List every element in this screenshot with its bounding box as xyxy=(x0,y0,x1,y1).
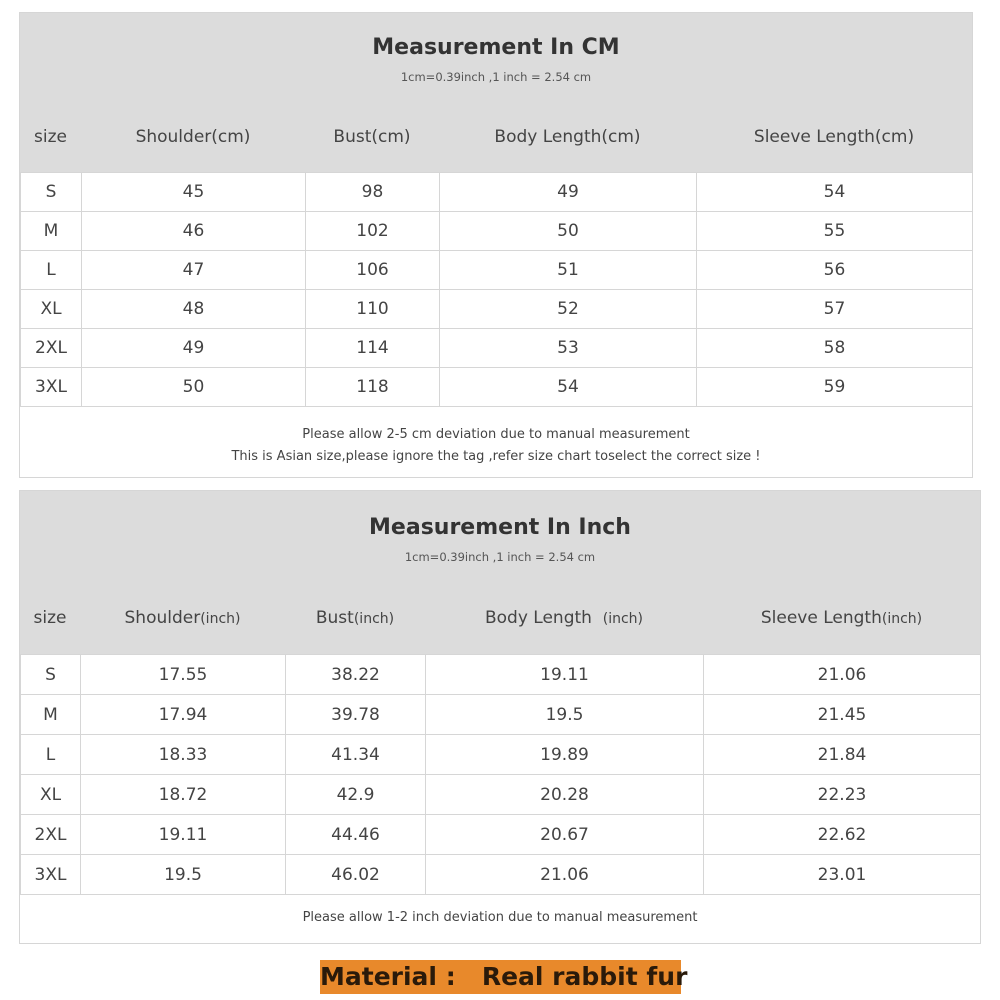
cm-cell-size: L xyxy=(21,251,82,290)
inch-cell-body-length: 21.06 xyxy=(426,855,704,895)
cm-cell-sleeve-length: 54 xyxy=(697,173,973,212)
inch-cell-size: XL xyxy=(21,775,81,815)
inch-header-body-length-label: Body Length xyxy=(484,608,592,628)
cm-cell-size: S xyxy=(21,173,82,212)
inch-cell-bust: 39.78 xyxy=(286,695,426,735)
inch-header-sleeve-length xyxy=(703,608,980,628)
inch-header-shoulder-label: Shoulder xyxy=(124,608,201,628)
cm-header-body-length: Body Length(cm) xyxy=(494,127,641,147)
inch-cell-size: 2XL xyxy=(21,815,81,855)
inch-cell-body-length: 19.89 xyxy=(426,735,704,775)
inch-cell-bust: 46.02 xyxy=(286,855,426,895)
cm-cell-shoulder: 45 xyxy=(82,173,306,212)
cm-cell-size: 3XL xyxy=(21,368,82,407)
table-row xyxy=(21,775,981,815)
cm-cell-body-length: 53 xyxy=(440,329,697,368)
cm-cell-body-length: 54 xyxy=(440,368,697,407)
cm-cell-body-length: 50 xyxy=(440,212,697,251)
cm-cell-bust: 98 xyxy=(306,173,440,212)
material-banner xyxy=(320,960,688,994)
cm-cell-bust: 114 xyxy=(306,329,440,368)
inch-cell-shoulder: 18.33 xyxy=(81,735,286,775)
inch-cell-sleeve-length: 21.45 xyxy=(704,695,981,735)
cm-header-bust: Bust(cm) xyxy=(333,127,411,147)
cm-cell-sleeve-length: 59 xyxy=(697,368,973,407)
inch-header-size: size xyxy=(33,608,67,628)
table-row xyxy=(21,251,973,290)
inch-cell-shoulder: 19.5 xyxy=(81,855,286,895)
inch-cell-body-length: 20.28 xyxy=(426,775,704,815)
table-row xyxy=(21,695,981,735)
cm-cell-sleeve-length: 55 xyxy=(697,212,973,251)
table-row xyxy=(21,855,981,895)
cm-header-size: size xyxy=(34,127,67,147)
inch-cell-body-length: 19.5 xyxy=(426,695,704,735)
cm-header-sleeve-length: Sleeve Length(cm) xyxy=(753,127,915,147)
inch-cell-sleeve-length: 22.62 xyxy=(704,815,981,855)
cm-cell-sleeve-length: 58 xyxy=(697,329,973,368)
cm-title: Measurement In CM xyxy=(372,35,620,60)
inch-cell-sleeve-length: 21.84 xyxy=(704,735,981,775)
inch-cell-size: 3XL xyxy=(21,855,81,895)
size-chart-inch xyxy=(19,490,981,944)
table-row xyxy=(21,815,981,855)
inch-header-bust-unit: (inch) xyxy=(353,611,395,627)
inch-deviation-note: Please allow 1-2 inch deviation due to manual measurement xyxy=(302,910,698,925)
inch-cell-shoulder: 19.11 xyxy=(81,815,286,855)
cm-cell-bust: 110 xyxy=(306,290,440,329)
inch-cell-bust: 44.46 xyxy=(286,815,426,855)
inch-header-sleeve-length-unit: (inch) xyxy=(881,611,923,627)
inch-cell-size: S xyxy=(21,655,81,695)
inch-header-body-length-unit: (inch) xyxy=(602,611,644,627)
inch-header-sleeve-length-label: Sleeve Length xyxy=(760,608,882,628)
cm-cell-bust: 102 xyxy=(306,212,440,251)
inch-title: Measurement In Inch xyxy=(369,515,631,540)
inch-cell-size: M xyxy=(21,695,81,735)
table-row xyxy=(21,212,973,251)
cm-cell-sleeve-length: 56 xyxy=(697,251,973,290)
cm-deviation-note: Please allow 2-5 cm deviation due to manual measurement xyxy=(302,427,690,442)
inch-header-bust xyxy=(285,608,425,628)
cm-cell-shoulder: 50 xyxy=(82,368,306,407)
inch-cell-shoulder: 18.72 xyxy=(81,775,286,815)
inch-header-shoulder-unit: (inch) xyxy=(200,611,241,627)
inch-cell-sleeve-length: 23.01 xyxy=(704,855,981,895)
cm-header-shoulder: Shoulder(cm) xyxy=(135,127,251,147)
inch-cell-sleeve-length: 21.06 xyxy=(704,655,981,695)
cm-cell-bust: 118 xyxy=(306,368,440,407)
material-label: Material : xyxy=(320,962,456,991)
cm-conversion-note: 1cm=0.39inch ,1 inch = 2.54 cm xyxy=(400,70,592,84)
cm-column-headers xyxy=(20,127,972,147)
inch-cell-shoulder: 17.55 xyxy=(81,655,286,695)
inch-cell-bust: 42.9 xyxy=(286,775,426,815)
cm-cell-size: XL xyxy=(21,290,82,329)
cm-cell-body-length: 49 xyxy=(440,173,697,212)
size-chart-cm xyxy=(19,12,973,478)
inch-cell-body-length: 19.11 xyxy=(426,655,704,695)
inch-cell-shoulder: 17.94 xyxy=(81,695,286,735)
inch-cell-bust: 41.34 xyxy=(286,735,426,775)
cm-cell-bust: 106 xyxy=(306,251,440,290)
inch-header-bust-label: Bust xyxy=(315,608,354,628)
inch-header-shoulder xyxy=(80,608,285,628)
table-row xyxy=(21,735,981,775)
table-row xyxy=(21,329,973,368)
cm-cell-body-length: 52 xyxy=(440,290,697,329)
material-value: Real rabbit fur xyxy=(481,962,688,991)
inch-header-band xyxy=(20,491,980,654)
cm-cell-shoulder: 49 xyxy=(82,329,306,368)
asian-size-note: This is Asian size,please ignore the tag ,refer size chart toselect the correct size ! xyxy=(231,449,761,464)
cm-cell-shoulder: 48 xyxy=(82,290,306,329)
cm-cell-sleeve-length: 57 xyxy=(697,290,973,329)
cm-cell-size: 2XL xyxy=(21,329,82,368)
cm-cell-size: M xyxy=(21,212,82,251)
cm-cell-shoulder: 46 xyxy=(82,212,306,251)
inch-cell-body-length: 20.67 xyxy=(426,815,704,855)
cm-header-band xyxy=(20,13,972,172)
table-row xyxy=(21,173,973,212)
cm-cell-body-length: 51 xyxy=(440,251,697,290)
inch-conversion-note: 1cm=0.39inch ,1 inch = 2.54 cm xyxy=(404,550,596,564)
inch-header-body-length xyxy=(425,608,703,628)
table-row xyxy=(21,368,973,407)
inch-cell-size: L xyxy=(21,735,81,775)
inch-cell-sleeve-length: 22.23 xyxy=(704,775,981,815)
cm-table xyxy=(20,172,973,407)
table-row xyxy=(21,655,981,695)
table-row xyxy=(21,290,973,329)
inch-table xyxy=(20,654,981,895)
inch-cell-bust: 38.22 xyxy=(286,655,426,695)
inch-column-headers xyxy=(20,608,980,628)
cm-cell-shoulder: 47 xyxy=(82,251,306,290)
